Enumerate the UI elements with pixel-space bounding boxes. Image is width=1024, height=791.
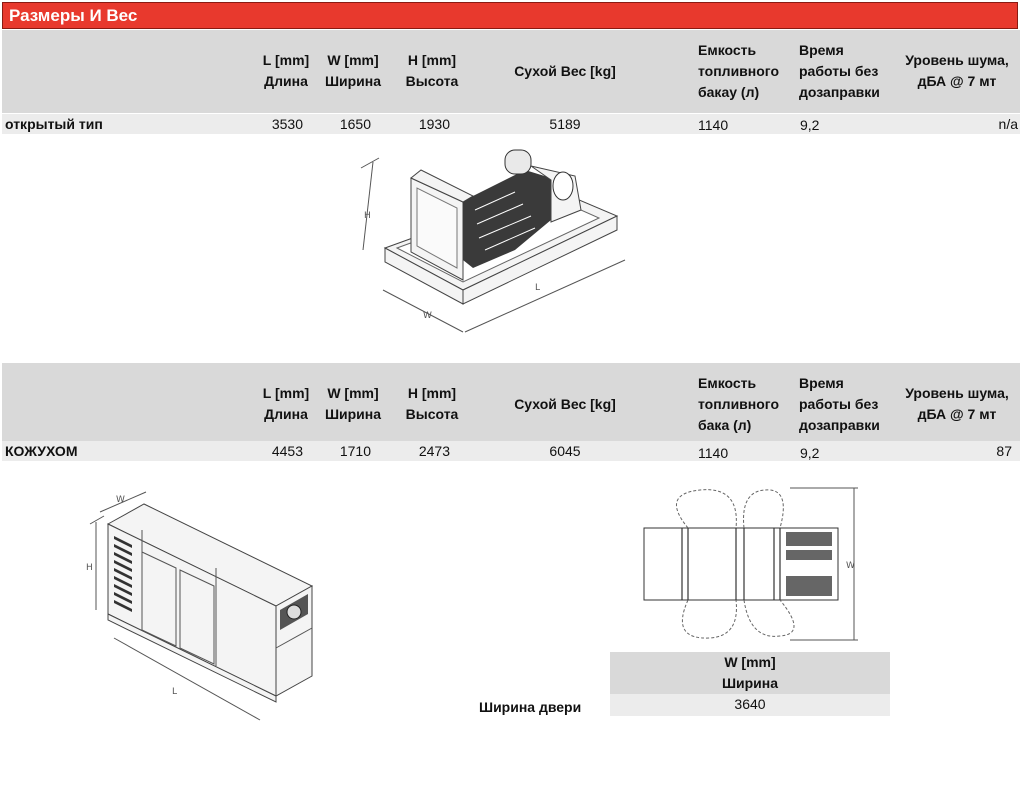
door-header-label: W [mm] Ширина [721, 654, 779, 691]
col-runtime-header-2: Время работы без дозаправки [799, 375, 880, 433]
col-dry-weight-header: Сухой Вес [kg] [514, 63, 616, 79]
open-type-tank: 1140 [698, 117, 729, 133]
open-type-width: 1650 [339, 116, 371, 132]
enclosed-width: 1710 [339, 443, 371, 459]
open-type-label: открытый тип [5, 116, 103, 132]
enclosed-genset-drawing [80, 488, 330, 738]
svg-text:W: W [116, 495, 125, 505]
col-length-header-2: L [mm] Длина [262, 385, 310, 422]
col-dry-weight-header-2: Сухой Вес [kg] [514, 396, 616, 412]
open-type-dry-weight: 5189 [549, 116, 581, 132]
enclosed-height: 2473 [418, 443, 450, 459]
open-type-runtime: 9,2 [800, 117, 820, 133]
col-noise-header: Уровень шума, дБА @ 7 мт [905, 52, 1009, 89]
col-width-header-2: W [mm] Ширина [324, 385, 382, 422]
col-height-header: H [mm] Высота [405, 52, 459, 89]
col-width-header: W [mm] Ширина [324, 52, 382, 89]
door-width-label: Ширина двери [479, 699, 582, 715]
col-tank-header: Емкость топливного бакау (л) [698, 42, 779, 100]
section-title: Размеры И Вес [9, 6, 138, 25]
col-height-header-2: H [mm] Высота [405, 385, 459, 422]
door-width-value: 3640 [734, 696, 766, 712]
open-genset-drawing [355, 140, 630, 340]
col-noise-header-2: Уровень шума, дБА @ 7 мт [905, 385, 1009, 422]
enclosed-label: КОЖУХОМ [5, 443, 78, 459]
open-type-noise: n/a [998, 116, 1018, 132]
top-view-drawing [640, 484, 860, 644]
svg-text:H: H [364, 211, 371, 221]
svg-text:W: W [423, 311, 432, 321]
col-length-header: L [mm] Длина [262, 52, 310, 89]
enclosed-tank: 1140 [698, 445, 729, 461]
open-type-row [2, 114, 1020, 134]
svg-text:W: W [846, 561, 855, 571]
col-tank-header-2: Емкость топливного бака (л) [698, 375, 779, 433]
enclosed-length: 4453 [271, 443, 303, 459]
svg-text:H: H [86, 563, 93, 573]
enclosed-runtime: 9,2 [800, 445, 820, 461]
open-type-height: 1930 [418, 116, 450, 132]
open-type-length: 3530 [271, 116, 303, 132]
enclosed-dry-weight: 6045 [549, 443, 581, 459]
enclosed-row [2, 441, 1020, 461]
col-runtime-header: Время работы без дозаправки [799, 42, 880, 100]
enclosed-noise: 87 [996, 443, 1012, 459]
section-title-bar [2, 2, 1018, 29]
svg-text:L: L [172, 687, 178, 697]
svg-text:L: L [535, 283, 541, 293]
